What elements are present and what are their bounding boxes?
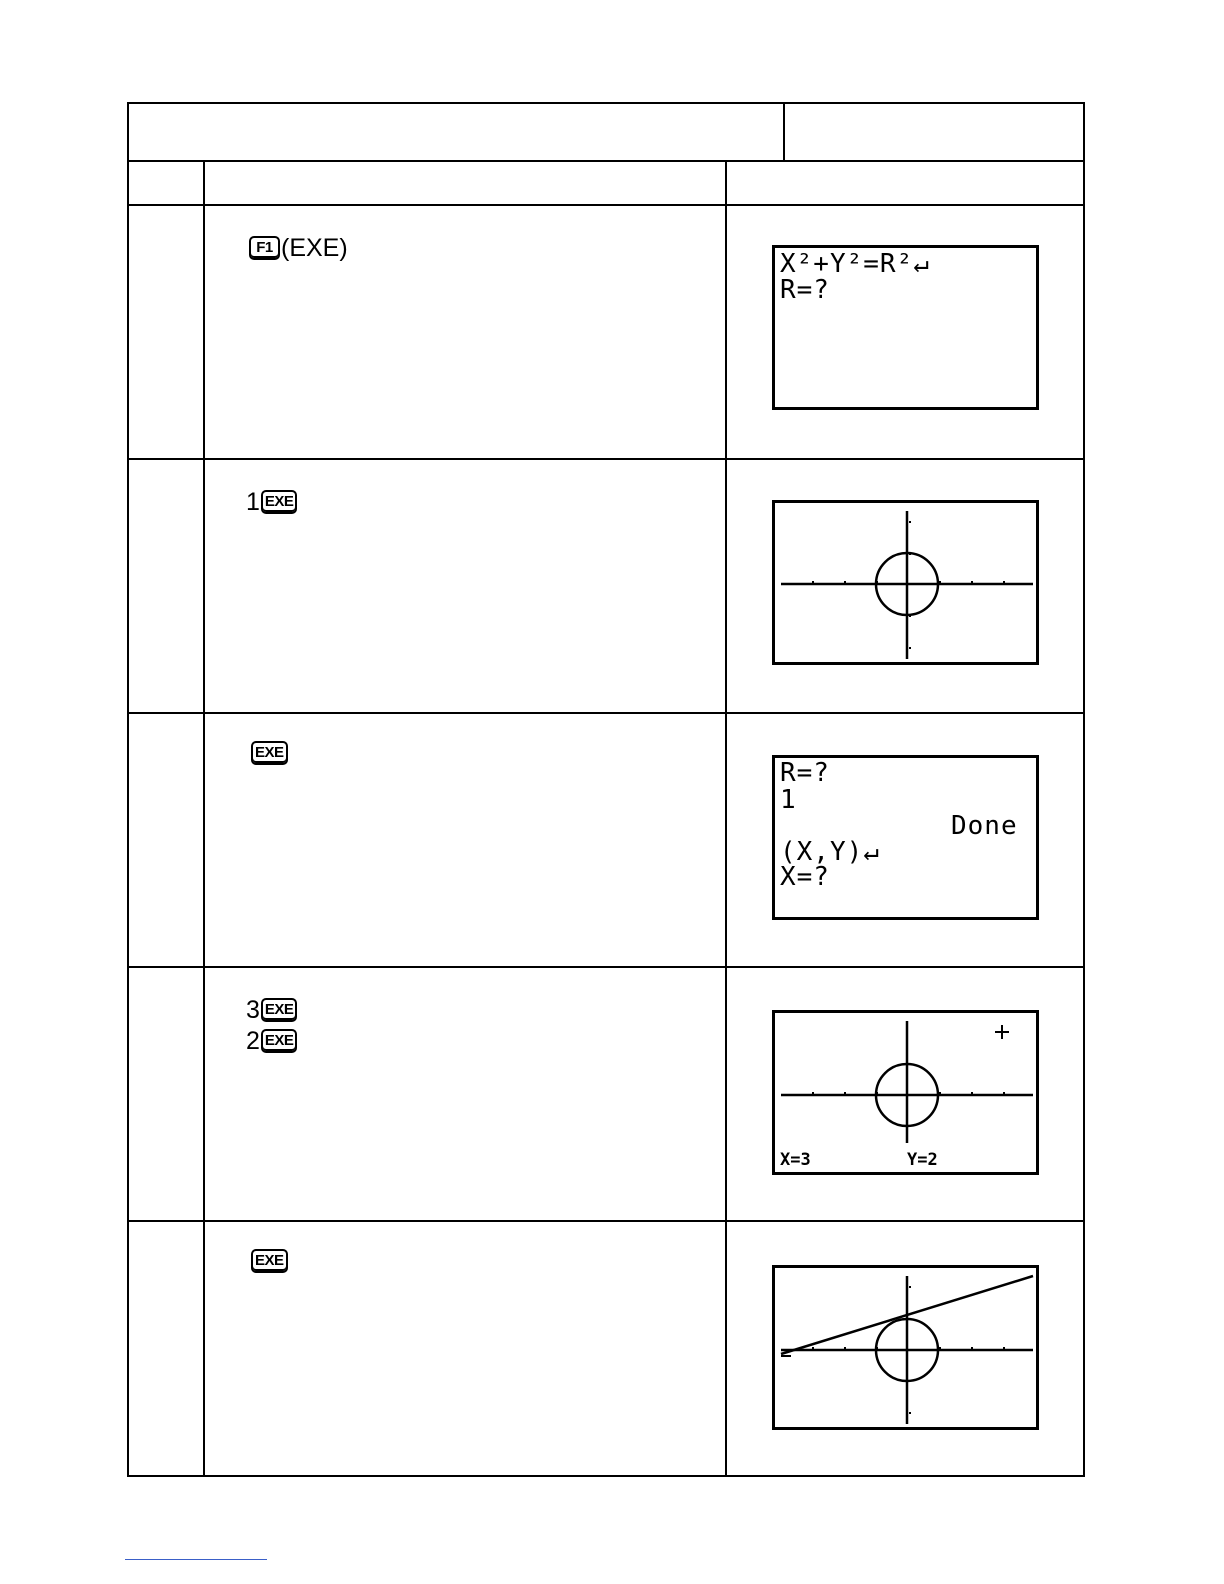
screen-line: R=? <box>780 275 830 305</box>
calculator-graph-screen <box>772 500 1039 665</box>
cursor-crosshair-icon <box>995 1025 1009 1039</box>
header-title <box>140 115 770 155</box>
step-number <box>140 232 195 262</box>
calculator-screen <box>772 245 1039 410</box>
exe-key-icon: EXE <box>261 998 298 1022</box>
calculator-screen <box>772 755 1039 920</box>
screen-line: X²+Y²=R²↵ <box>780 249 930 279</box>
step-operation <box>246 487 298 517</box>
calculator-graph-screen <box>772 1265 1039 1430</box>
graph-plot <box>775 1268 1036 1427</box>
coordinate-y-label: Y=2 <box>907 1150 938 1170</box>
row-divider-4 <box>127 1220 1085 1222</box>
graph-plot <box>775 503 1036 662</box>
operation-prefix: 1 <box>246 488 260 516</box>
screen-line: X=? <box>780 862 830 892</box>
header-subtitle <box>795 115 1075 155</box>
step-operation-line2 <box>246 1026 298 1056</box>
header-divider <box>783 102 785 162</box>
exe-key-icon: EXE <box>261 1029 298 1053</box>
coordinate-x-label: X=3 <box>780 1150 811 1170</box>
screen-line: R=? <box>780 758 830 788</box>
screen-line: 1 <box>780 785 797 815</box>
exe-key-icon: EXE <box>261 490 298 514</box>
screen-line: (X,Y)↵ <box>780 837 880 867</box>
operation-suffix: (EXE) <box>281 234 348 262</box>
operation-prefix: 3 <box>246 996 260 1024</box>
step-operation <box>246 995 298 1025</box>
column-operation-header <box>210 168 720 198</box>
exe-key-icon: EXE <box>251 1249 288 1273</box>
row-divider-2 <box>127 712 1085 714</box>
step-number <box>140 486 195 516</box>
exe-key-icon: EXE <box>251 741 288 765</box>
row-divider-3 <box>127 966 1085 968</box>
calculator-graph-screen <box>772 1010 1039 1175</box>
column-display-header <box>730 168 1080 198</box>
header-bottom-rule <box>127 160 1085 162</box>
footer-rule <box>125 1559 267 1560</box>
step-number <box>140 1248 195 1278</box>
column-divider-left <box>203 161 205 1476</box>
row-divider-1 <box>127 458 1085 460</box>
operation-prefix: 2 <box>246 1027 260 1055</box>
step-operation <box>250 1249 289 1273</box>
column-step-header <box>130 168 200 198</box>
screen-line: Done <box>951 811 1018 841</box>
f1-key-icon: F1 <box>249 236 280 260</box>
step-operation <box>248 233 348 263</box>
step-operation <box>250 741 289 765</box>
column-header-rule <box>127 204 1085 206</box>
column-divider-right <box>725 161 727 1476</box>
step-number <box>140 740 195 770</box>
step-number <box>140 994 195 1024</box>
graph-plot <box>775 1013 1036 1172</box>
